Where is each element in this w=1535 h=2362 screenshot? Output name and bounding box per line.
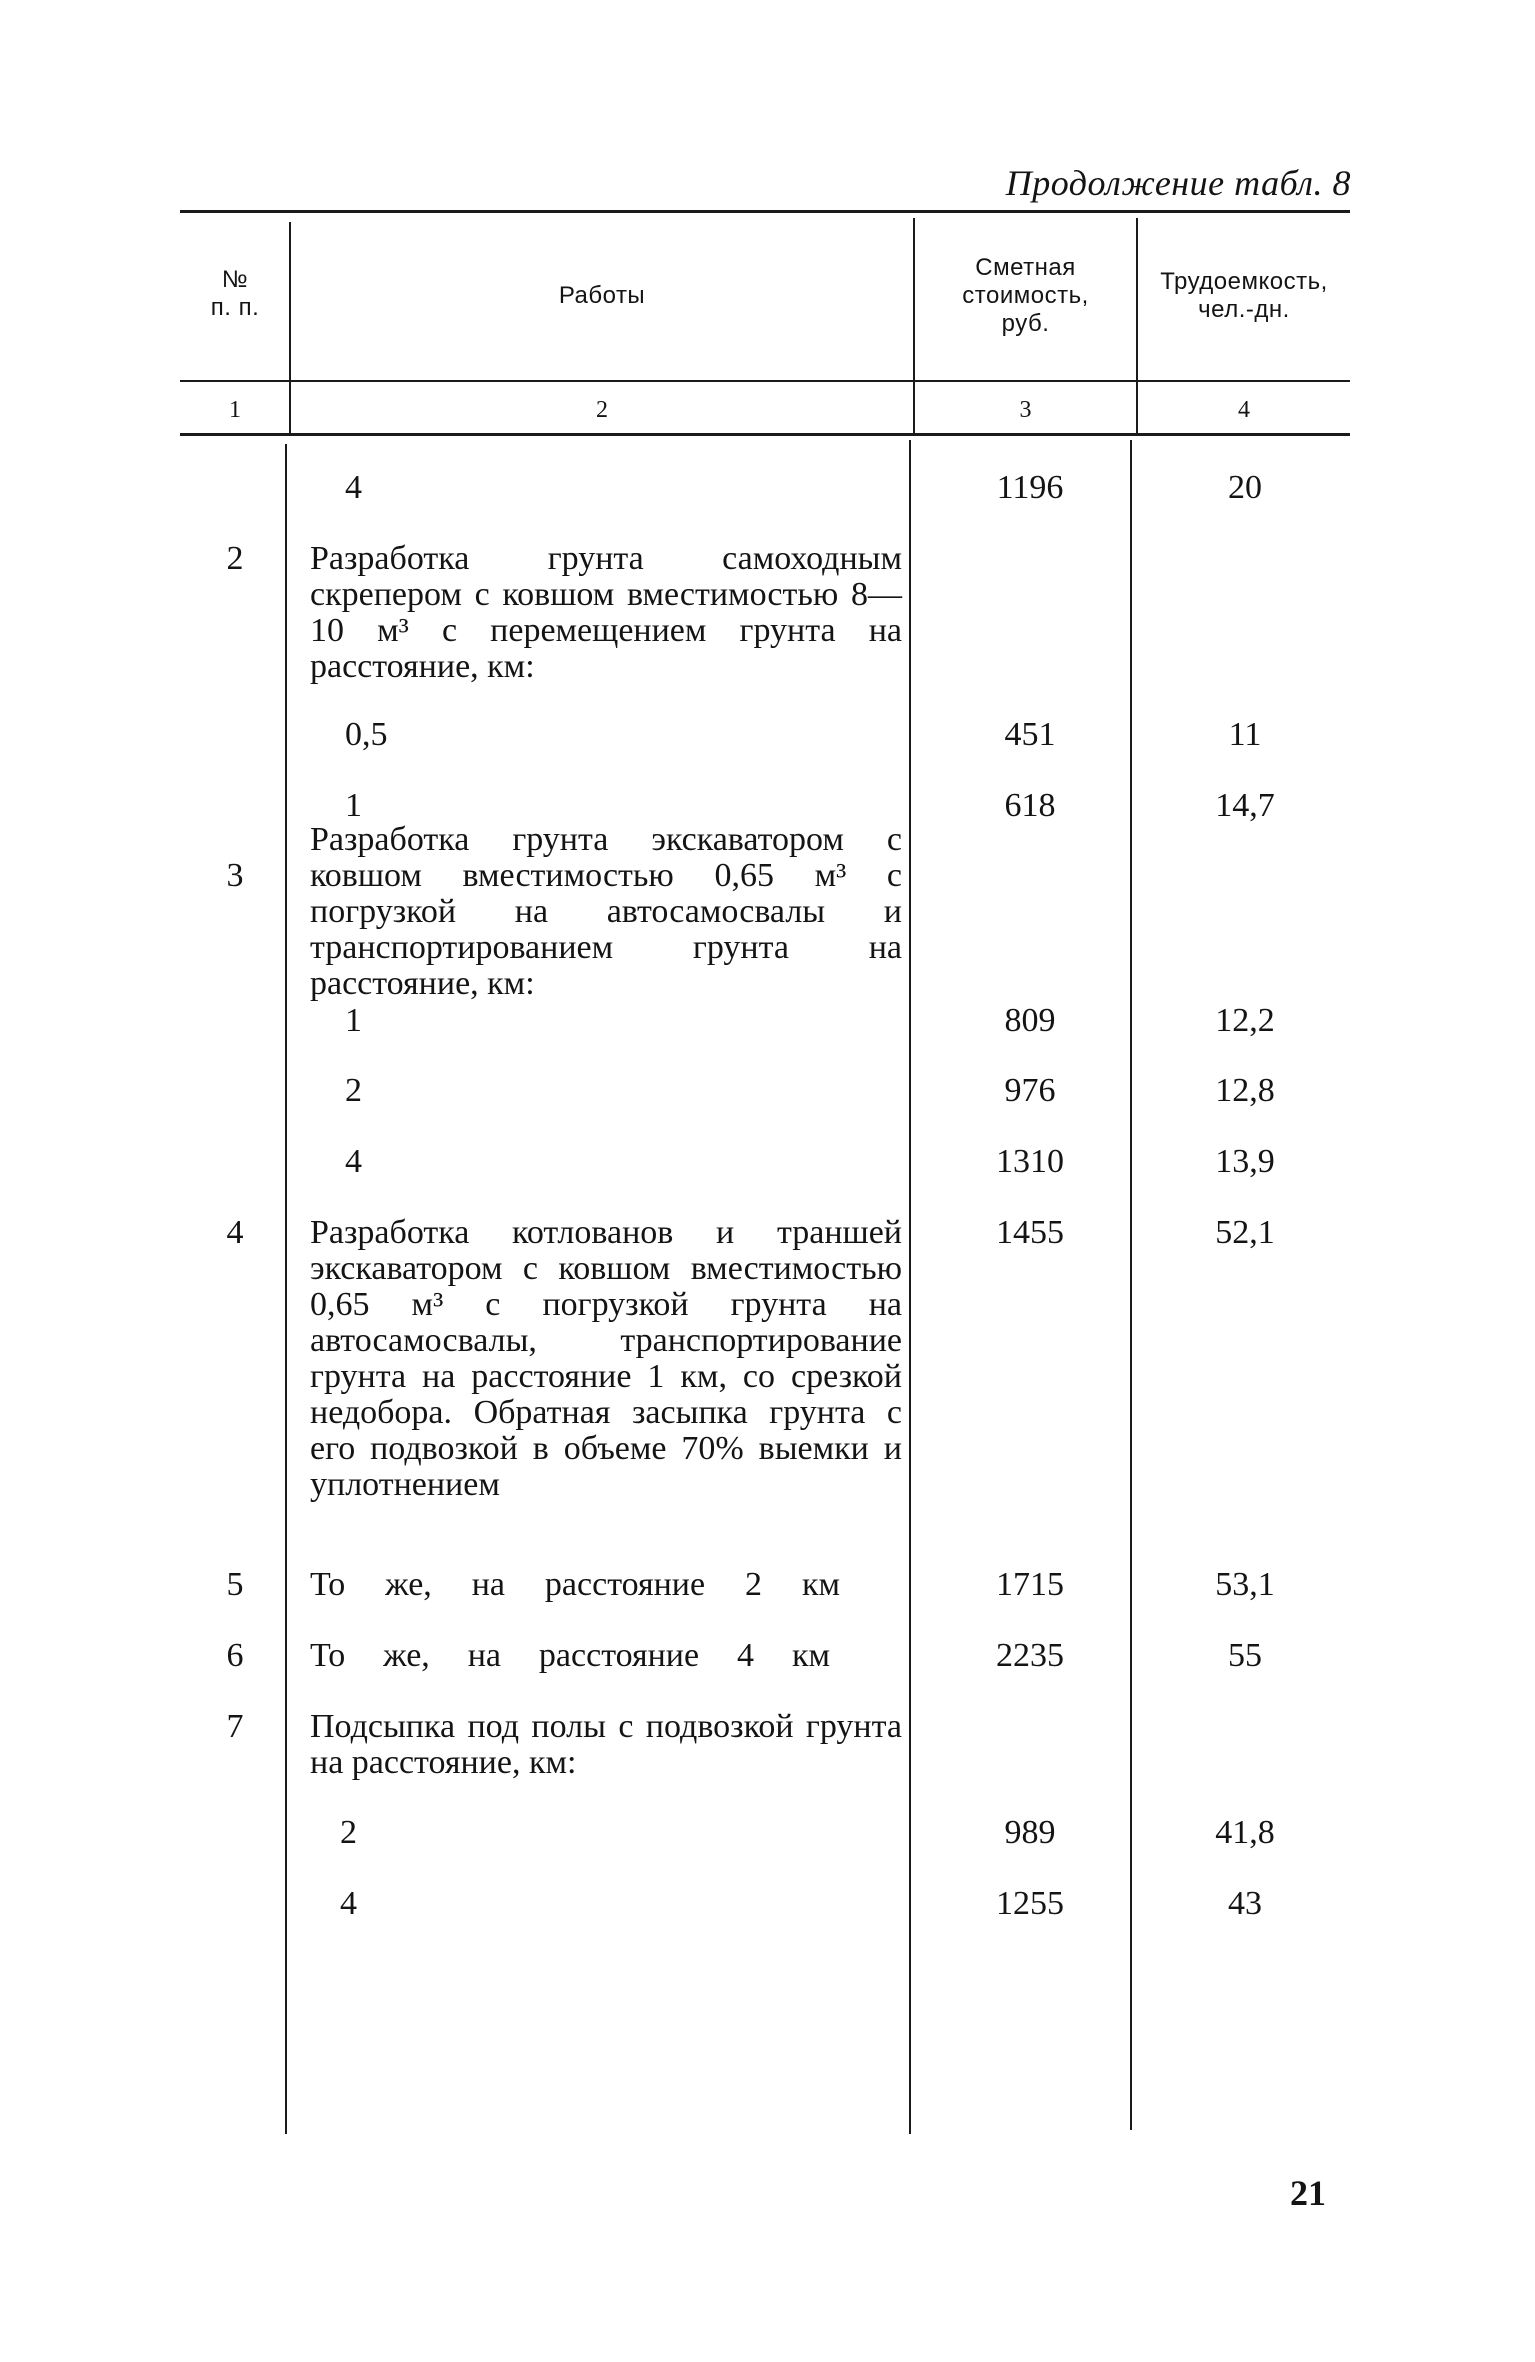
- column-number-3: 3: [1019, 397, 1032, 423]
- table-row-work: 1: [345, 1002, 362, 1039]
- table-row-labor: 11: [1228, 716, 1262, 753]
- column-divider-2-body: [909, 440, 911, 2134]
- table-row-number: 6: [226, 1637, 244, 1674]
- table-row-number: 3: [226, 857, 244, 894]
- table-row-labor: 14,7: [1215, 787, 1275, 824]
- table-row-work: То же, на расстояние 4 км: [310, 1637, 830, 1674]
- table-row-labor: 12,2: [1215, 1002, 1275, 1039]
- column-number-2: 2: [596, 397, 608, 423]
- table-row-labor: 41,8: [1215, 1814, 1275, 1851]
- table-row-number: 4: [226, 1214, 244, 1251]
- table-row-cost: 989: [1004, 1814, 1056, 1851]
- table-row-cost: 2235: [996, 1637, 1064, 1674]
- table-row-cost: 1310: [996, 1143, 1064, 1180]
- column-number-1: 1: [229, 397, 241, 423]
- table-row-labor: 12,8: [1215, 1072, 1275, 1109]
- table-row-labor: 53,1: [1215, 1566, 1275, 1603]
- table-row-number: 7: [226, 1708, 244, 1745]
- table-row-work: 4: [340, 1885, 357, 1922]
- table-row-work: Разработка грунта экскаватором с ковшом вместимостью 0,65 м³ с погрузкой на автосамосвалы и транспортированием грунта на расстояние, км:: [310, 821, 902, 1002]
- table-row-cost: 976: [1004, 1072, 1056, 1109]
- page-number: 21: [1290, 2173, 1326, 2213]
- header-works: Работы: [558, 282, 646, 309]
- table-row-labor: 55: [1228, 1637, 1262, 1674]
- table-row-work: Разработка котлованов и траншей экскаватором с ковшом вместимостью 0,65 м³ с погрузкой грунта на автосамосвалы, транспортирование грунта на расстояние 1 км, со срезкой недобора. Обратная засыпка грунта с его подвозкой в объеме 70% выемки и уплотнением: [310, 1214, 902, 1503]
- table-row-cost: 1255: [996, 1885, 1064, 1922]
- table-row-work: 2: [340, 1814, 357, 1851]
- table-row-labor: 52,1: [1215, 1214, 1275, 1251]
- table-row-cost: 451: [1004, 716, 1056, 753]
- table-row-cost: 618: [1004, 787, 1056, 824]
- table-row-work: Подсыпка под полы с подвозкой грунта на расстояние, км:: [310, 1708, 902, 1781]
- table-row-cost: 809: [1004, 1002, 1056, 1039]
- column-numbers-rule: [180, 433, 1350, 436]
- header-bottom-rule: [180, 380, 1350, 382]
- column-divider-1-body: [285, 444, 287, 2134]
- table-row-work: 4: [345, 469, 362, 506]
- header-labor: Трудоемкость, чел.-дн.: [1160, 268, 1328, 323]
- header-number: № п. п.: [210, 266, 260, 321]
- table-caption: Продолжение табл. 8: [1005, 163, 1351, 203]
- table-row-work: 1: [345, 787, 362, 824]
- table-row-labor: 13,9: [1215, 1143, 1275, 1180]
- table-row-work: Разработка грунта самоходным скрепером с ковшом вместимостью 8—10 м³ с перемещением грунта на расстояние, км:: [310, 540, 902, 685]
- table-row-cost: 1196: [996, 469, 1064, 506]
- table-row-work: 4: [345, 1143, 362, 1180]
- column-divider-3-body: [1130, 440, 1132, 2130]
- column-number-4: 4: [1238, 397, 1250, 423]
- table-row-work: То же, на расстояние 2 км: [310, 1566, 840, 1603]
- table-top-rule: [180, 210, 1350, 213]
- table-row-number: 2: [226, 540, 244, 577]
- table-row-labor: 20: [1228, 469, 1262, 506]
- table-row-number: 5: [226, 1566, 244, 1603]
- table-row-work: 0,5: [345, 716, 388, 753]
- header-cost: Сметная стоимость, руб.: [962, 254, 1089, 337]
- table-row-cost: 1715: [996, 1566, 1064, 1603]
- table-row-cost: 1455: [996, 1214, 1064, 1251]
- table-row-work: 2: [345, 1072, 362, 1109]
- table-row-labor: 43: [1228, 1885, 1262, 1922]
